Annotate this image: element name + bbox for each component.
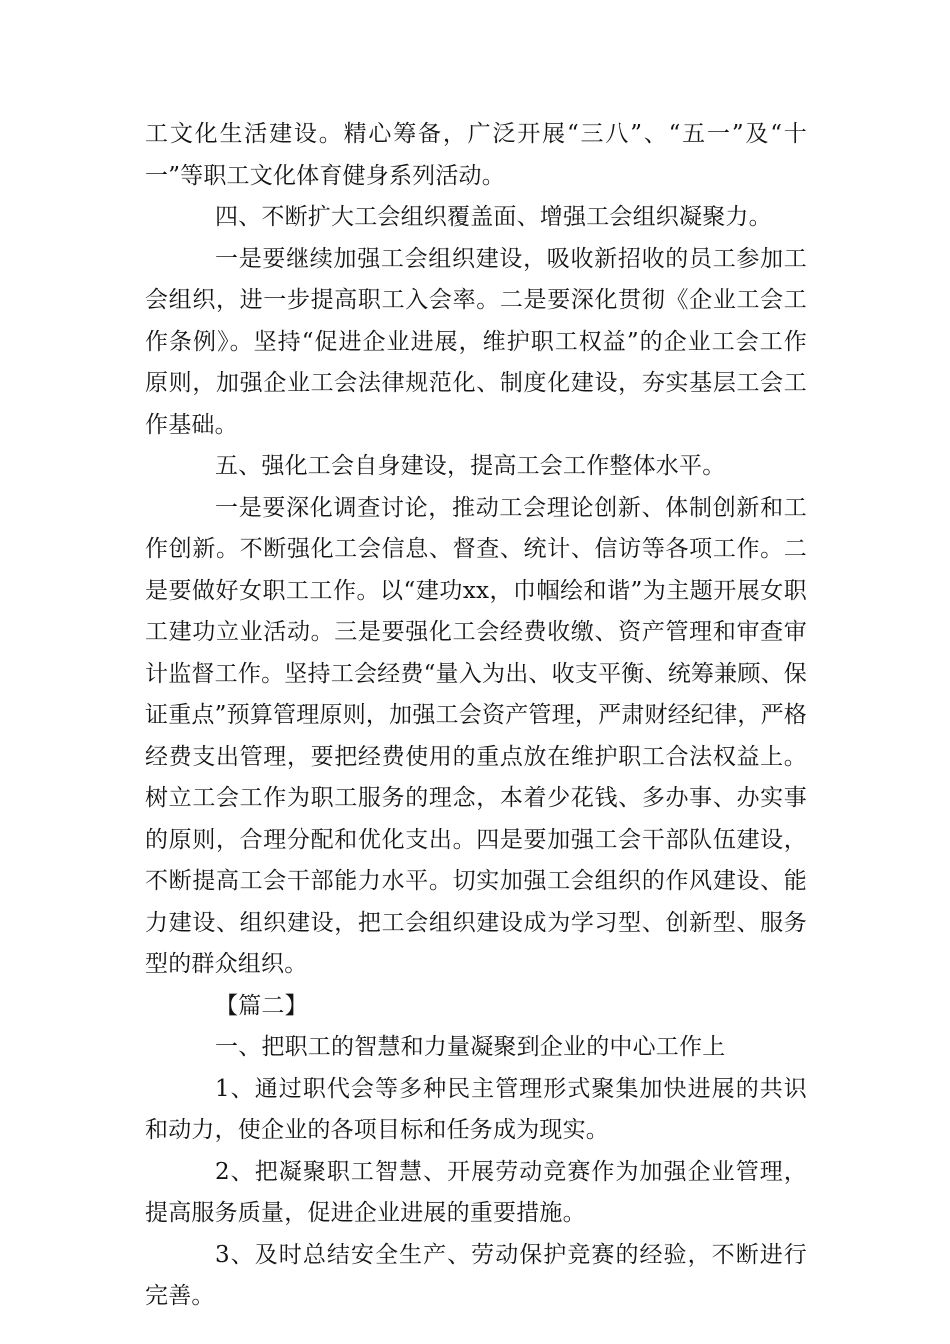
paragraph-3: 一是要继续加强工会组织建设，吸收新招收的员工参加工会组织，进一步提高职工入会率。二是要深化贯彻《企业工会工作条例》。坚持“促进企业进展，维护职工权益”的企业工会工作原则，加强企业工会法律规范化、制度化建设，夯实基层工会工作基础。 <box>145 245 807 438</box>
document-body <box>145 114 807 1318</box>
paragraph-heading-1: 一、把职工的智慧和力量凝聚到企业的中心工作上 <box>215 1034 726 1060</box>
paragraph-item-2: 2、把凝聚职工智慧、开展劳动竞赛作为加强企业管理，提高服务质量，促进企业进展的重要措施。 <box>145 1158 807 1226</box>
paragraph-heading-5: 五、强化工会自身建设，提高工会工作整体水平。 <box>215 453 726 479</box>
paragraph-item-1: 1、通过职代会等多种民主管理形式聚集加快进展的共识和动力，使企业的各项目标和任务成为现实。 <box>145 1075 807 1143</box>
paragraph-5: 一是要深化调查讨论，推动工会理论创新、体制创新和工作创新。不断强化工会信息、督查、统计、信访等各项工作。二是要做好女职工工作。以“建功xx，巾帼绘和谐”为主题开展女职工建功立业活动。三是要强化工会经费收缴、资产管理和审查审计监督工作。坚持工会经费“量入为出、收支平衡、统筹兼顾、保证重点”预算管理原则，加强工会资产管理，严肃财经纪律，严格经费支出管理，要把经费使用的重点放在维护职工合法权益上。树立工会工作为职工服务的理念，本着少花钱、多办事、办实事的原则，合理分配和优化支出。四是要加强工会干部队伍建设，不断提高工会干部能力水平。切实加强工会组织的作风建设、能力建设、组织建设，把工会组织建设成为学习型、创新型、服务型的群众组织。 <box>145 494 807 977</box>
paragraph-1: 工文化生活建设。精心筹备，广泛开展“三八”、“五一”及“十一”等职工文化体育健身系列活动。 <box>145 121 807 189</box>
paragraph-item-3: 3、及时总结安全生产、劳动保护竞赛的经验，不断进行完善。 <box>145 1241 807 1309</box>
section-marker-part-2: 【篇二】 <box>215 992 308 1019</box>
paragraph-heading-4: 四、不断扩大工会组织覆盖面、增强工会组织凝聚力。 <box>215 204 772 230</box>
